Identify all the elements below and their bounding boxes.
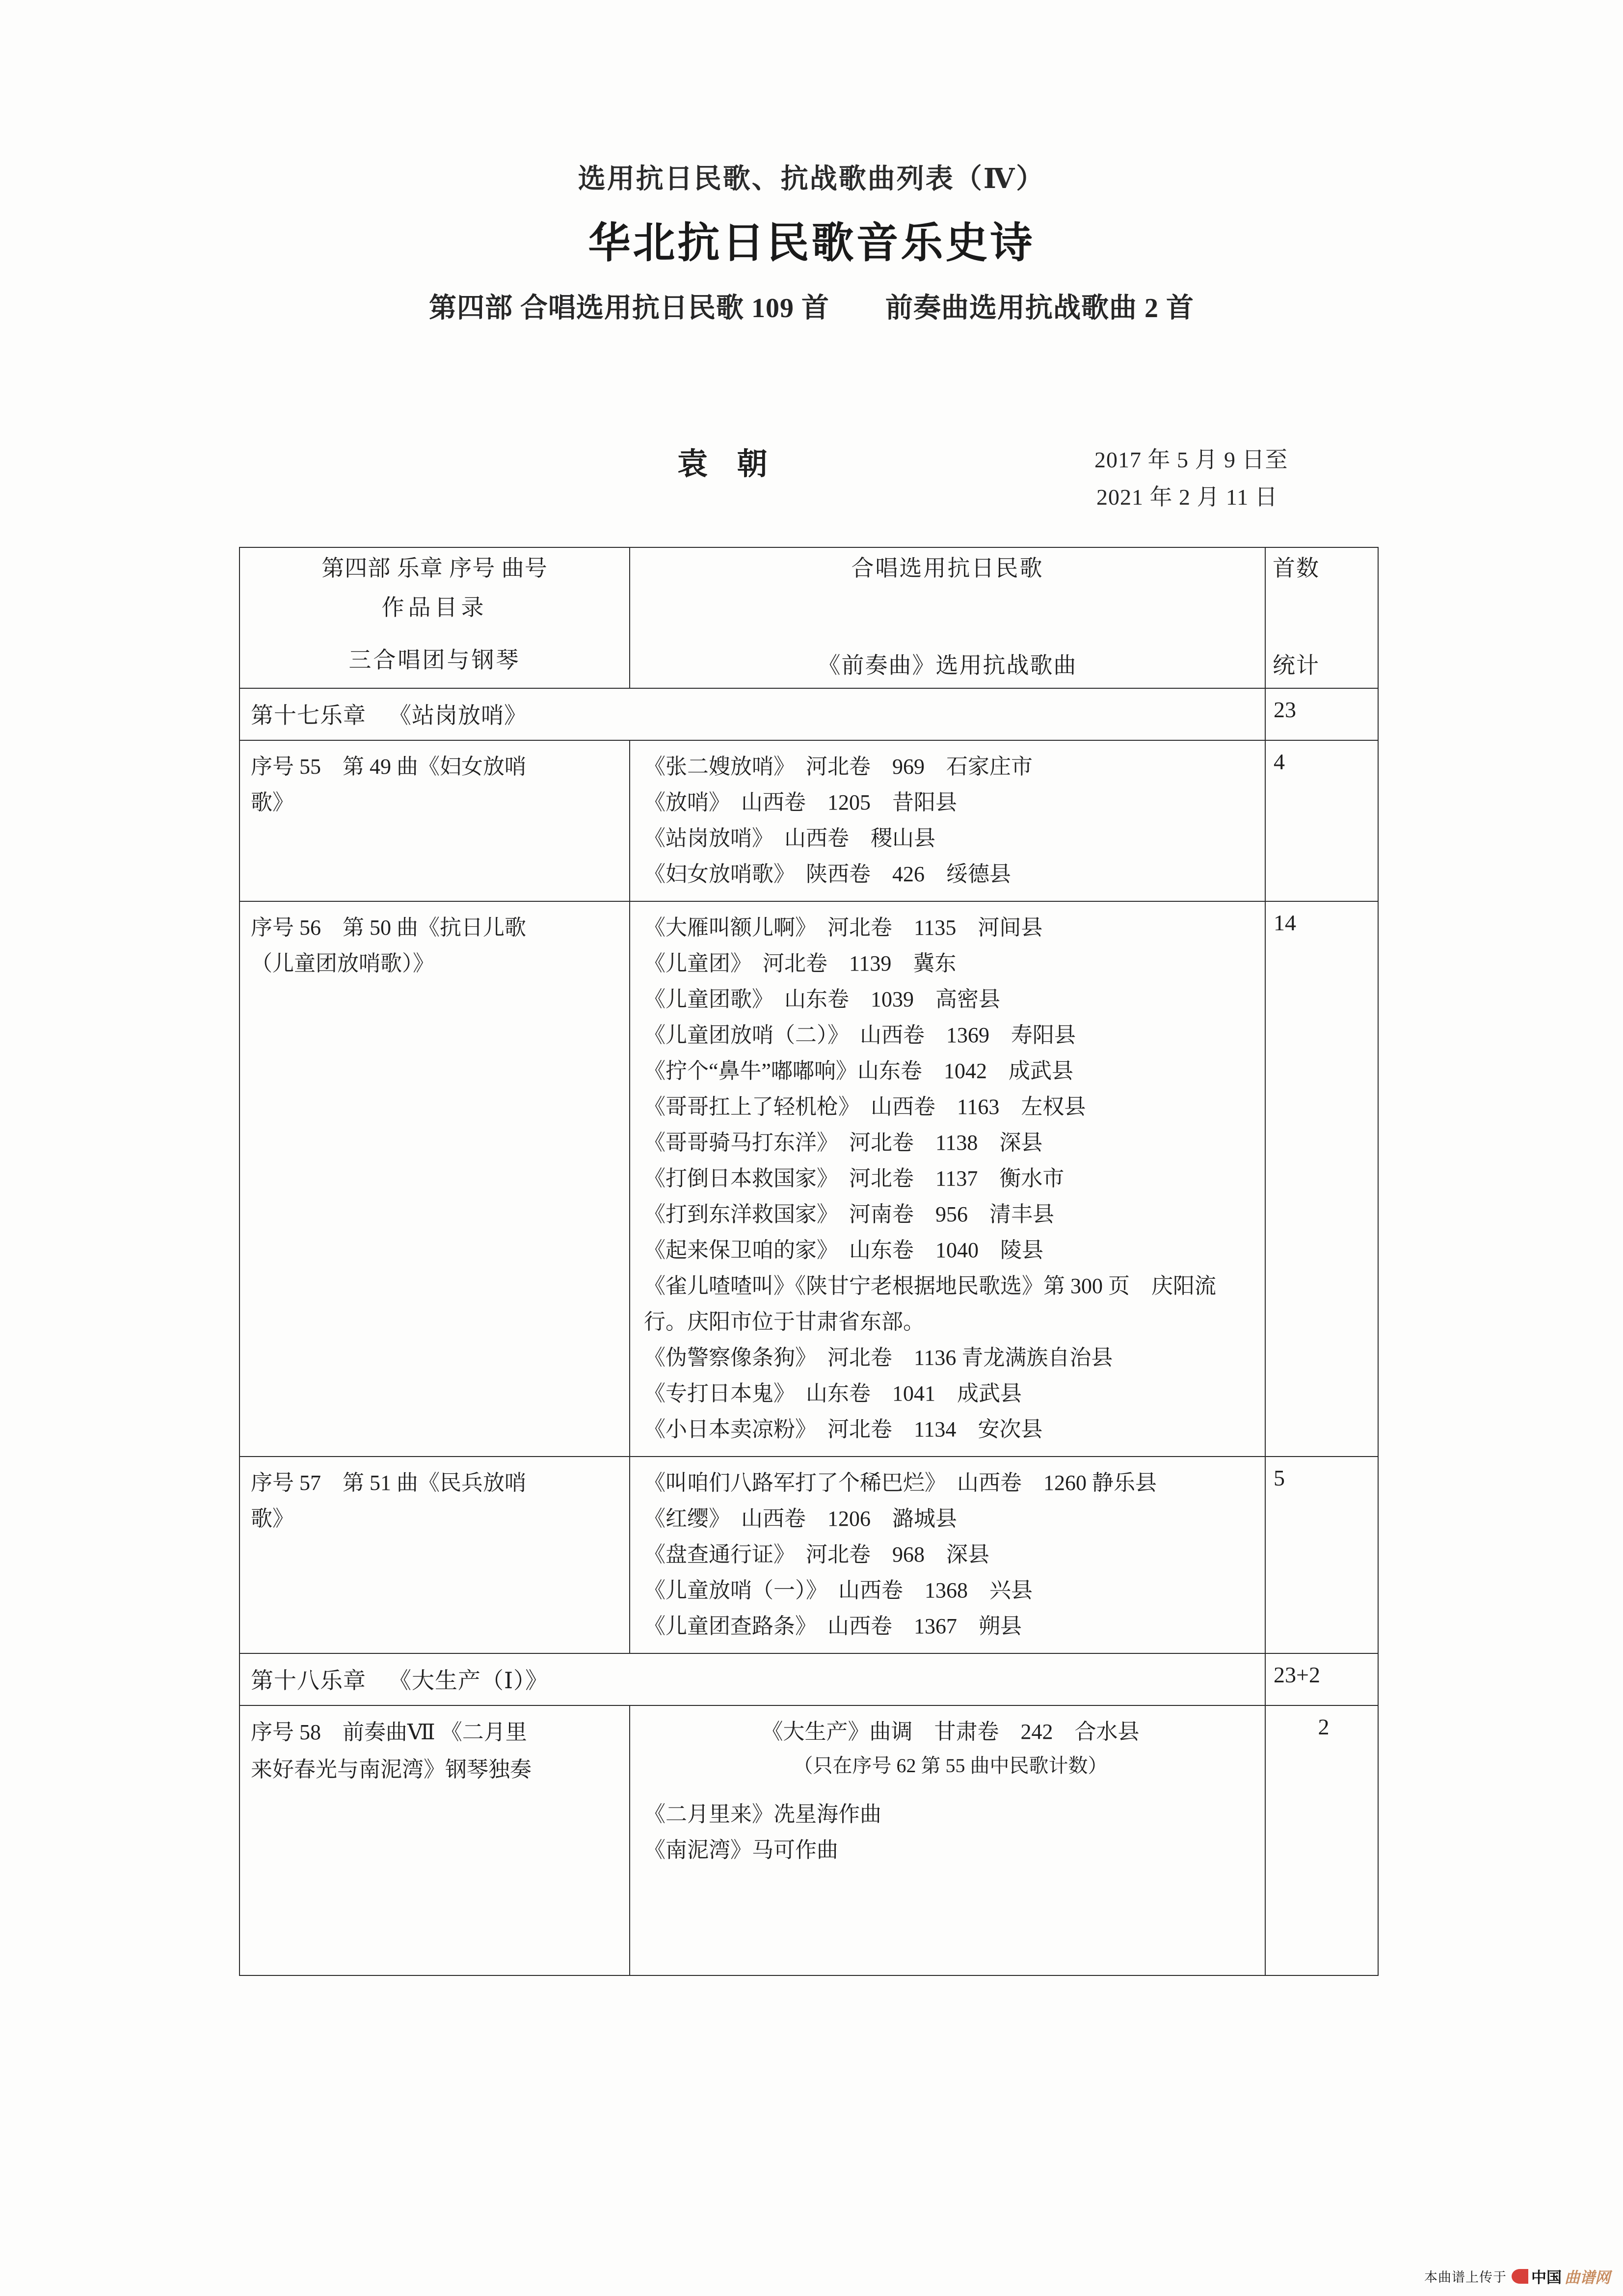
table-row	[239, 740, 1378, 901]
watermark-brand-cn: 中国	[1531, 2269, 1562, 2286]
date-range	[1094, 441, 1399, 516]
table-row	[239, 1705, 1378, 1975]
date-to: 2021 年 2 月 11 日	[1096, 484, 1278, 510]
header-count-line1: 首数	[1273, 556, 1320, 581]
table-row	[239, 1457, 1378, 1653]
movement-row-18	[239, 1653, 1378, 1705]
movement-18-count: 23+2	[1274, 1662, 1320, 1688]
movement-18-count-cell	[1265, 1653, 1378, 1705]
row58-note: （只在序号 62 第 55 曲中民歌计数）	[793, 1755, 1108, 1777]
row55-catalog-cell	[239, 740, 630, 901]
logo-mark-icon	[1512, 2269, 1528, 2284]
list-title: 选用抗日民歌、抗战歌曲列表（Ⅳ）	[578, 164, 1045, 194]
song-list-table	[239, 547, 1379, 1976]
song-entry: 《儿童团查路条》 山西卷 1367 朔县	[644, 1614, 1022, 1639]
song-entry: 《儿童放哨（一）》 山西卷 1368 兴县	[644, 1578, 1033, 1603]
movement-18-title: 《大生产（Ⅰ）》	[389, 1668, 549, 1694]
movement-17-title: 《站岗放哨》	[389, 702, 527, 728]
row58-songs-cell	[630, 1705, 1265, 1975]
header-cell-count	[1265, 547, 1378, 688]
row58-song-line1: 《大生产》曲调 甘肃卷 242 合水县	[761, 1720, 1140, 1744]
song-entry: 《儿童团》 河北卷 1139 冀东	[644, 951, 957, 975]
row55-catalog-line1: 序号 55 第 49 曲《妇女放哨	[251, 754, 526, 779]
song-entry: 《妇女放哨歌》 陕西卷 426 绥德县	[644, 862, 1011, 886]
row55-songs-cell	[630, 740, 1265, 901]
song-entry: 《打倒日本救国家》 河北卷 1137 衡水市	[644, 1166, 1064, 1190]
movement-17-count: 23	[1274, 697, 1296, 722]
header-songs-line2: 《前奏曲》选用抗战歌曲	[818, 653, 1077, 678]
movement-17-count-cell	[1265, 688, 1378, 740]
song-entry: 《站岗放哨》 山西卷 稷山县	[644, 826, 935, 850]
header-cell-songs	[630, 547, 1265, 688]
row57-catalog-line1: 序号 57 第 51 曲《民兵放哨	[251, 1471, 526, 1495]
author-name: 袁 朝	[677, 448, 778, 481]
song-entry: 《儿童团放哨（二）》 山西卷 1369 寿阳县	[644, 1023, 1076, 1047]
table-header-row	[239, 547, 1378, 688]
song-entry: 《叫咱们八路军打了个稀巴烂》 山西卷 1260 静乐县	[644, 1471, 1157, 1495]
song-entry: 《红缨》 山西卷 1206 潞城县	[644, 1507, 957, 1531]
song-entry: 《大雁叫额儿啊》 河北卷 1135 河间县	[644, 915, 1043, 940]
date-from: 2017 年 5 月 9 日至	[1094, 447, 1288, 472]
byline	[0, 439, 1623, 552]
row56-count-cell	[1265, 901, 1378, 1457]
row56-count: 14	[1274, 910, 1296, 935]
song-entry: 《儿童团歌》 山东卷 1039 高密县	[644, 987, 1000, 1011]
row58-count: 2	[1318, 1714, 1330, 1740]
header-catalog-line2: 作品目录	[381, 595, 488, 621]
watermark-text: 本曲谱上传于	[1424, 2270, 1507, 2285]
song-entry: 《专打日本鬼》 山东卷 1041 成武县	[644, 1381, 1022, 1406]
header-catalog-line3: 三合唱团与钢琴	[348, 647, 521, 673]
row56-catalog-line1: 序号 56 第 50 曲《抗日儿歌	[251, 915, 526, 940]
header-cell-catalog	[239, 547, 630, 688]
song-entry: 《拧个“鼻牛”嘟嘟响》山东卷 1042 成武县	[644, 1058, 1074, 1083]
watermark-brand-accent: 曲谱网	[1565, 2269, 1610, 2286]
header-catalog-line1: 第四部 乐章 序号 曲号	[321, 556, 548, 581]
row58-catalog-line2: 来好春光与南泥湾》钢琴独奏	[251, 1757, 532, 1782]
song-entry: 《哥哥扛上了轻机枪》 山西卷 1163 左权县	[644, 1094, 1086, 1119]
subtitle: 第四部 合唱选用抗日民歌 109 首 前奏曲选用抗战歌曲 2 首	[429, 293, 1194, 324]
song-entry: 《打到东洋救国家》 河南卷 956 清丰县	[644, 1202, 1054, 1226]
row56-songs-cell	[630, 901, 1265, 1457]
movement-17-cell	[239, 688, 1265, 740]
header-songs-line1: 合唱选用抗日民歌	[851, 556, 1044, 581]
movement-row-17	[239, 688, 1378, 740]
song-entry: 《张二嫂放哨》 河北卷 969 石家庄市	[644, 754, 1033, 779]
row55-catalog-line2: 歌》	[251, 790, 294, 814]
song-entry: 《起来保卫咱的家》 山东卷 1040 陵县	[644, 1238, 1043, 1262]
row56-catalog-line2: （儿童团放哨歌）》	[251, 951, 434, 975]
row57-count-cell	[1265, 1457, 1378, 1653]
song-entry: 《盘查通行证》 河北卷 968 深县	[644, 1542, 989, 1567]
movement-17-label: 第十七乐章	[251, 702, 366, 728]
row57-songs-cell	[630, 1457, 1265, 1653]
row58-catalog-cell	[239, 1705, 630, 1975]
main-title: 华北抗日民歌音乐史诗	[588, 219, 1035, 267]
row58-song-line3: 《南泥湾》马可作曲	[644, 1837, 838, 1862]
row57-count: 5	[1274, 1465, 1285, 1491]
row58-song-line2: 《二月里来》冼星海作曲	[644, 1802, 881, 1826]
row57-catalog-line2: 歌》	[251, 1507, 294, 1531]
song-entry: 《小日本卖凉粉》 河北卷 1134 安次县	[644, 1417, 1043, 1442]
movement-18-cell	[239, 1653, 1265, 1705]
document-heading	[0, 162, 1623, 325]
table-row	[239, 901, 1378, 1457]
row58-count-cell	[1265, 1705, 1378, 1975]
header-count-line2: 统计	[1273, 653, 1320, 678]
song-list-table-wrapper	[239, 547, 1378, 1976]
row57-catalog-cell	[239, 1457, 630, 1653]
movement-18-label: 第十八乐章	[251, 1668, 366, 1694]
song-entry: 《哥哥骑马打东洋》 河北卷 1138 深县	[644, 1130, 1043, 1155]
song-entry: 《雀儿喳喳叫》《陕甘宁老根据地民歌选》第 300 页 庆阳流行。庆阳市位于甘肃省东部。	[644, 1274, 1216, 1334]
row55-count: 4	[1274, 749, 1285, 774]
watermark	[1424, 2265, 1610, 2287]
site-logo	[1512, 2265, 1610, 2287]
song-entry: 《放哨》 山西卷 1205 昔阳县	[644, 790, 957, 814]
row56-catalog-cell	[239, 901, 630, 1457]
row58-catalog-line1: 序号 58 前奏曲Ⅶ 《二月里	[251, 1720, 527, 1745]
row55-count-cell	[1265, 740, 1378, 901]
song-entry: 《伪警察像条狗》 河北卷 1136 青龙满族自治县	[644, 1346, 1113, 1370]
